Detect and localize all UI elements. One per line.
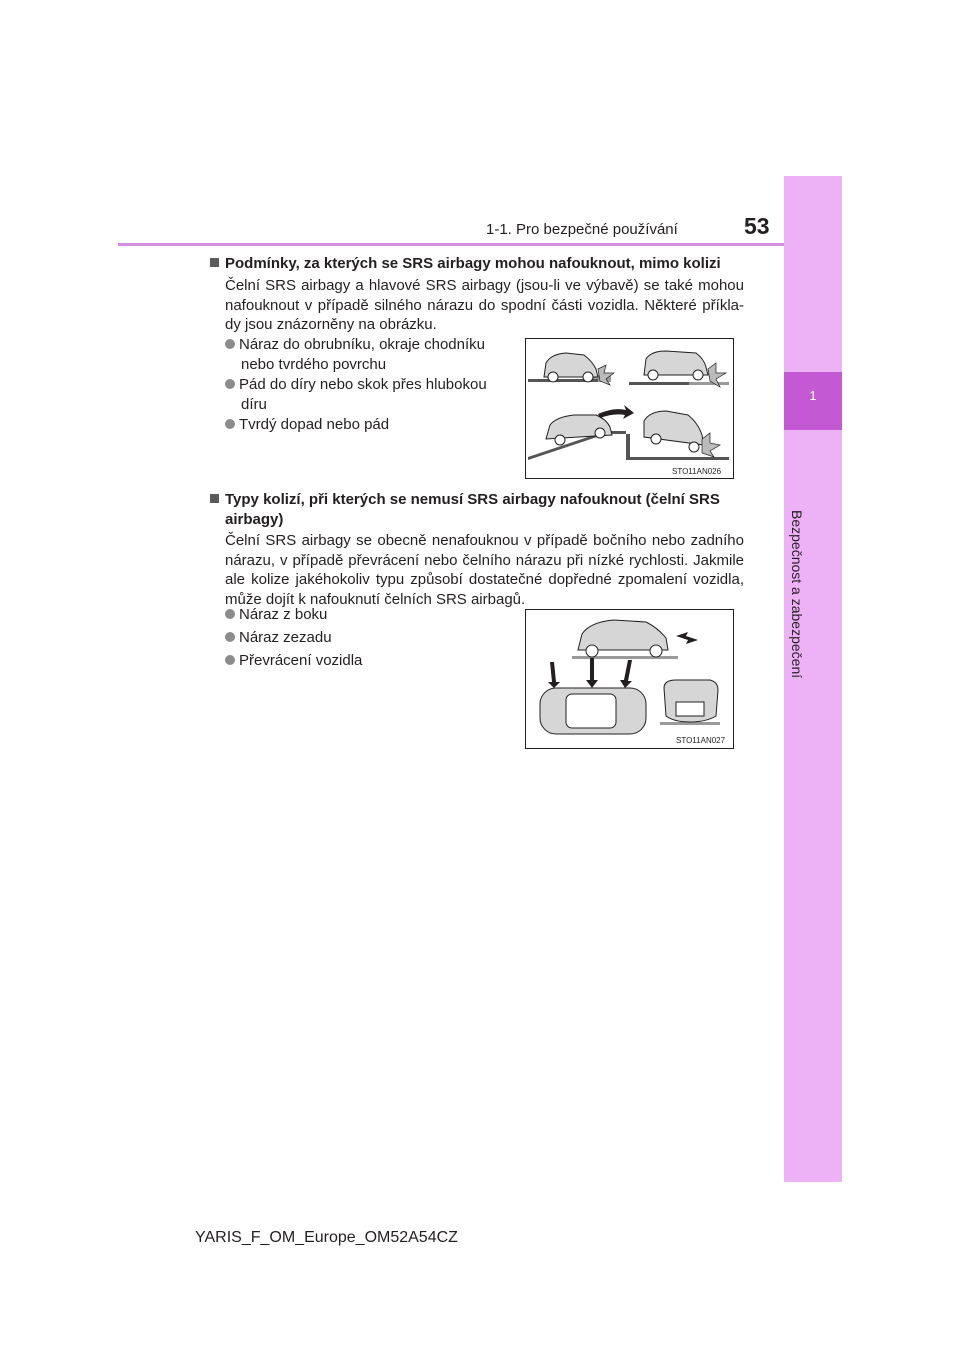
chapter-number: 1: [809, 388, 817, 403]
illustration-side-rear-rollover: [525, 609, 734, 749]
bullet-icon: [225, 339, 235, 349]
bullet-icon: [225, 609, 235, 619]
section-paragraph: Čelní SRS airbagy se obecně nenafouknou v případě bočního nebo zadního nárazu, v případě převrácení nebo čelního nárazu při nízké rychlosti. Jakmile ale kolize jakéhokoliv typu způsobí dostatečné dopředné zpomalení vozidla, může dojít k nafouknutí čelních SRS airbagů.: [225, 532, 744, 608]
list-item: Tvrdý dopad nebo pád: [225, 415, 505, 435]
bullet-icon: [225, 379, 235, 389]
bullet-icon: [225, 655, 235, 665]
bullet-icon: [225, 632, 235, 642]
list-item: Náraz do obrubníku, okraje chodníku nebo tvrdého povrchu: [225, 335, 505, 374]
document-code: YARIS_F_OM_Europe_OM52A54CZ: [195, 1229, 458, 1246]
section-heading: Typy kolizí, při kterých se nemusí SRS airbagy nafouknout (čelní SRS airbagy): [210, 490, 748, 530]
list-item: Převrácení vozidla: [225, 651, 362, 671]
square-bullet-icon: [210, 258, 219, 267]
square-bullet-icon: [210, 494, 219, 503]
figure-label: STO11AN026: [672, 467, 722, 476]
car-collision-types-illustration: [526, 610, 733, 748]
chapter-title: Bezpečnost a zabezpečení: [789, 510, 805, 679]
figure-label: STO11AN027: [676, 736, 726, 745]
section-title: 1-1. Pro bezpečné používání: [486, 221, 678, 238]
car-impact-illustration: [526, 339, 733, 478]
illustration-curb-impacts: [525, 338, 734, 479]
list-item: Náraz z boku: [225, 605, 327, 625]
page-number: 53: [744, 213, 770, 239]
list-item: Pád do díry nebo skok přes hlubokou díru: [225, 375, 505, 414]
section-heading: Podmínky, za kterých se SRS airbagy mohou nafouknout, mimo kolizi: [210, 254, 750, 274]
bullet-icon: [225, 419, 235, 429]
header-rule: [118, 243, 840, 246]
section-paragraph: Čelní SRS airbagy a hlavové SRS airbagy (jsou-li ve výbavě) se také mohou nafouknout v případě silného nárazu do spodní části vozidla. Některé příkla-dy jsou znázorněny na obrázku.: [225, 277, 744, 333]
list-item: Náraz zezadu: [225, 628, 332, 648]
